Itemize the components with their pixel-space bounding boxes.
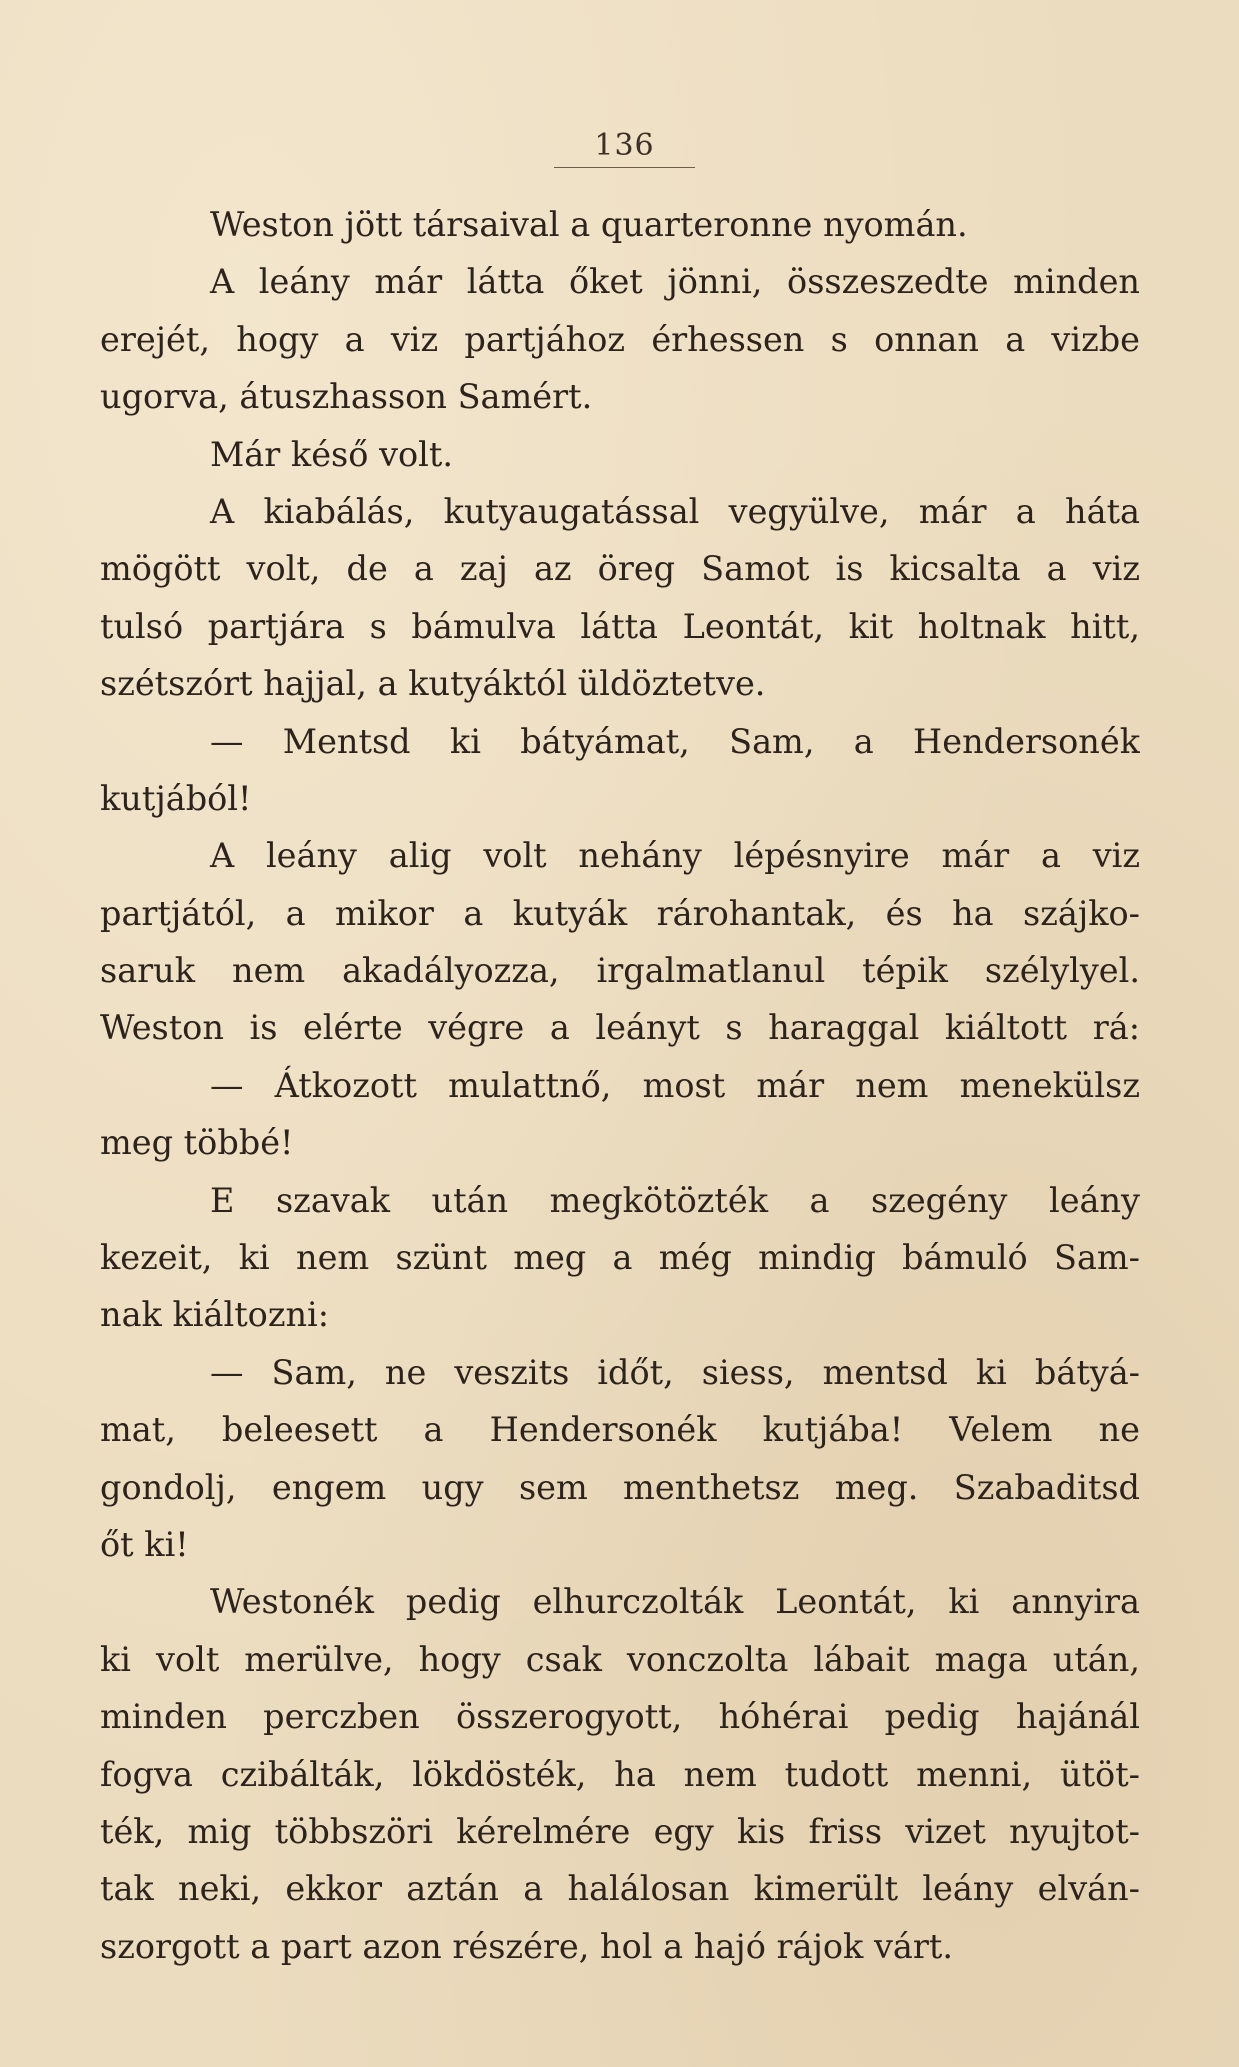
text-line: — Mentsd ki bátyámat, Sam, a Hendersonék	[210, 721, 1140, 761]
body-text	[100, 196, 1140, 1975]
text-line: meg többé!	[100, 1123, 294, 1163]
text-line: A leány alig volt nehány lépésnyire már a viz	[210, 836, 1140, 876]
text-line: A leány már látta őket jönni, összeszedte minden	[210, 262, 1140, 302]
text-line: kutjából!	[100, 778, 252, 818]
text-line: Már késő volt.	[210, 434, 453, 474]
text-line: partjától, a mikor a kutyák rárohantak, és ha szájko-	[100, 893, 1140, 933]
text-line: ték, mig többszöri kérelmére egy kis friss vizet nyujtot-	[100, 1811, 1140, 1851]
text-line: tak neki, ekkor aztán a halálosan kimerült leány elván-	[100, 1869, 1140, 1909]
text-line: mögött volt, de a zaj az öreg Samot is kicsalta a viz	[100, 549, 1140, 589]
text-line: tulsó partjára s bámulva látta Leontát, kit holtnak hitt,	[100, 606, 1140, 646]
text-line: Westonék pedig elhurczolták Leontát, ki annyira	[210, 1582, 1140, 1622]
text-line: E szavak után megkötözték a szegény leány	[210, 1180, 1140, 1220]
text-line: Weston jött társaival a quarteronne nyomán.	[210, 205, 968, 244]
page-header	[0, 128, 1239, 168]
text-line: Weston is elérte végre a leányt s haraggal kiáltott rá:	[100, 1008, 1140, 1048]
text-line: gondolj, engem ugy sem menthetsz meg. Szabaditsd	[100, 1467, 1140, 1507]
text-line: őt ki!	[100, 1524, 189, 1564]
text-line: szorgott a part azon részére, hol a hajó rájok várt.	[100, 1926, 954, 1966]
text-line: A kiabálás, kutyaugatással vegyülve, már a háta	[210, 491, 1140, 531]
text-line: szétszórt hajjal, a kutyáktól üldöztetve.	[100, 664, 766, 704]
text-line: — Átkozott mulattnő, most már nem menekülsz	[210, 1065, 1140, 1105]
text-line: kezeit, ki nem szünt meg a még mindig bámuló Sam-	[100, 1238, 1140, 1278]
page-number: 136	[554, 128, 694, 168]
text-line: erejét, hogy a viz partjához érhessen s onnan a vizbe	[100, 319, 1140, 359]
text-line: ki volt merülve, hogy csak vonczolta lábait maga után,	[100, 1639, 1140, 1679]
text-line: nak kiáltozni:	[100, 1295, 330, 1335]
text-line: mat, beleesett a Hendersonék kutjába! Velem ne	[100, 1410, 1140, 1450]
text-line: fogva czibálták, lökdösték, ha nem tudott menni, ütöt-	[100, 1754, 1140, 1794]
text-line: ugorva, átuszhasson Samért.	[100, 377, 593, 417]
text-line: minden perczben összerogyott, hóhérai pedig hajánál	[100, 1697, 1140, 1737]
text-line: saruk nem akadályozza, irgalmatlanul tépik szélylyel.	[100, 951, 1140, 991]
text-line: — Sam, ne veszits időt, siess, mentsd ki bátyá-	[210, 1352, 1140, 1392]
